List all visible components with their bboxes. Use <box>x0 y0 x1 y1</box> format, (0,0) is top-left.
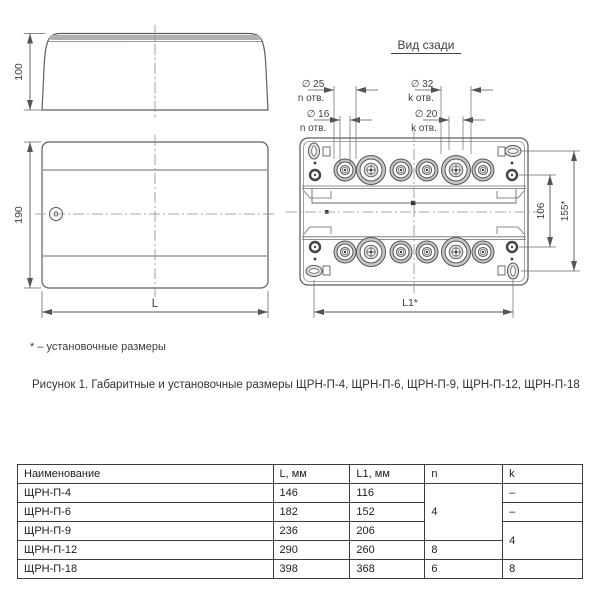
col-header-l1: L1, мм <box>350 465 425 484</box>
dimensions-table <box>17 464 583 579</box>
cell-l1: 152 <box>350 503 425 522</box>
dim-label-l1: L1* <box>402 297 418 309</box>
table-header-row <box>18 465 583 484</box>
cell-l: 290 <box>273 541 350 560</box>
cell-k: 8 <box>503 560 583 579</box>
dim-label-d25: ∅ 25 <box>301 79 325 90</box>
dim-label-d16: ∅ 16 <box>306 109 330 120</box>
dim-label-top-height: 100 <box>13 63 25 81</box>
cell-l: 236 <box>273 522 350 541</box>
col-header-n: n <box>425 465 503 484</box>
cell-name: ЩРН-П-9 <box>18 522 274 541</box>
cell-l1: 206 <box>350 522 425 541</box>
dim-label-d32: ∅ 32 <box>410 79 434 90</box>
cell-name: ЩРН-П-6 <box>18 503 274 522</box>
cell-l1: 260 <box>350 541 425 560</box>
cell-name: ЩРН-П-18 <box>18 560 274 579</box>
table-row <box>18 560 583 579</box>
cell-n: 6 <box>425 560 503 579</box>
cell-k: – <box>503 484 583 503</box>
cell-l1: 368 <box>350 560 425 579</box>
rear-view-title: Вид сзади <box>397 38 455 52</box>
front-view-drawing <box>13 135 275 318</box>
dim-label-front-height: 190 <box>13 206 25 224</box>
cell-name: ЩРН-П-12 <box>18 541 274 560</box>
top-view-drawing <box>13 25 268 119</box>
figure-caption: Рисунок 1. Габаритные и установочные размеры ЩРН-П-4, ЩРН-П-6, ЩРН-П-9, ЩРН-П-12, ЩРН-П-18 <box>32 379 580 391</box>
dim-label-106: 106 <box>536 202 547 220</box>
col-header-name: Наименование <box>18 465 274 484</box>
col-header-l: L, мм <box>273 465 350 484</box>
cell-l: 398 <box>273 560 350 579</box>
cell-n: 8 <box>425 541 503 560</box>
dim-label-d20: ∅ 20 <box>414 109 438 120</box>
dim-label-d20-holes: k отв. <box>411 123 437 134</box>
col-header-k: k <box>503 465 583 484</box>
dim-label-front-width: L <box>151 298 159 310</box>
cell-name: ЩРН-П-4 <box>18 484 274 503</box>
cell-l1: 116 <box>350 484 425 503</box>
dim-label-d16-holes: n отв. <box>299 123 327 134</box>
dim-label-155: 155* <box>560 200 571 222</box>
dim-label-d32-holes: k отв. <box>408 93 434 104</box>
table-row <box>18 541 583 560</box>
footnote: * – установочные размеры <box>30 341 166 353</box>
dim-label-d25-holes: n отв. <box>297 93 325 104</box>
cell-l: 182 <box>273 503 350 522</box>
cell-l: 146 <box>273 484 350 503</box>
table-row <box>18 484 583 503</box>
cell-k: – <box>503 503 583 522</box>
cell-k: 4 <box>503 522 583 560</box>
rear-view-drawing <box>286 38 580 318</box>
cell-n: 4 <box>425 484 503 541</box>
